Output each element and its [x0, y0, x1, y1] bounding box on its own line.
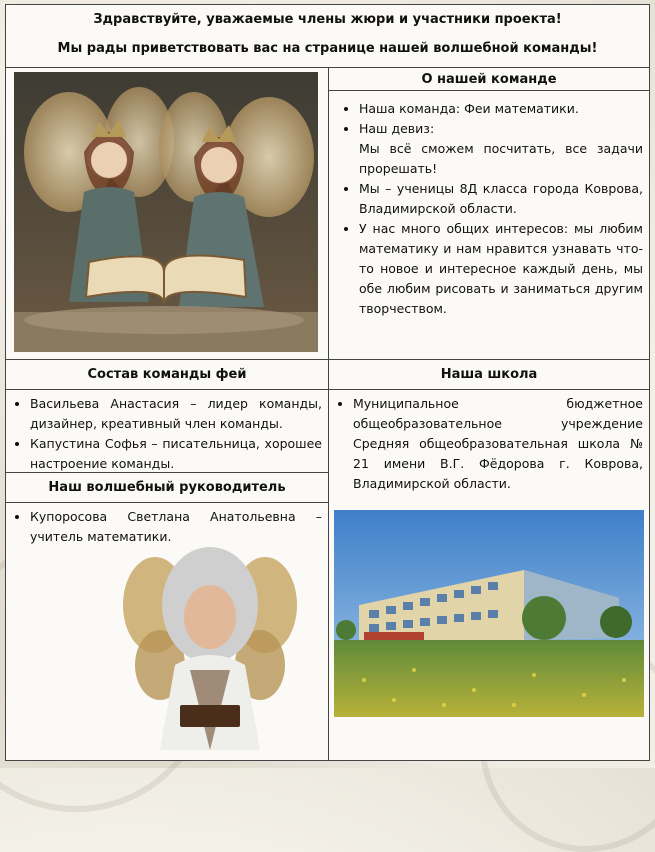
about-students: • Мы – ученицы 8Д класса города Коврова, Владимирской области. — [359, 179, 643, 219]
leader-title: Наш волшебный руководитель — [48, 480, 286, 495]
school-list — [329, 394, 643, 494]
about-team-title: О нашей команде — [421, 71, 557, 87]
teacher-fairy-image — [120, 545, 300, 750]
about-team-name: • Наша команда: Феи математики. — [359, 99, 643, 119]
leader-name: • Купоросова Светлана Анатольевна – учитель математики. — [30, 507, 322, 547]
about-team-panel — [328, 90, 650, 360]
school-heading — [328, 359, 650, 390]
about-team-list-more — [335, 179, 643, 319]
fairies-reading-book-image — [14, 72, 318, 352]
welcome-line-1: Здравствуйте, уважаемые члены жюри и участники проекта! — [93, 12, 562, 27]
school-title: Наша школа — [440, 367, 538, 382]
school-building-photo — [334, 510, 644, 717]
welcome-line-2: Мы рады приветствовать вас на странице нашей волшебной команды! — [57, 41, 598, 56]
members-list — [6, 394, 322, 474]
members-heading — [5, 359, 329, 390]
about-motto-label: • Наш девиз: — [359, 119, 643, 139]
members-panel — [5, 389, 329, 473]
leader-heading — [5, 472, 329, 503]
member-item: • Капустина Софья – писательница, хорошее настроение команды. — [30, 434, 322, 474]
about-team-heading — [328, 67, 650, 91]
about-motto-text: Мы всё сможем посчитать, все задачи прорешать! — [359, 141, 643, 176]
school-description: • Муниципальное бюджетное общеобразовательное учреждение Средняя общеобразовательная школа № 21 имени В.Г. Фёдорова г. Коврова, Владимирской области. — [353, 394, 643, 494]
about-team-list — [335, 99, 643, 139]
about-interests: • У нас много общих интересов: мы любим математику и нам нравится узнавать что-то новое и интересное каждый день, мы обе любим рисовать и заниматься другим творчеством. — [359, 219, 643, 319]
member-item: • Васильева Анастасия – лидер команды, дизайнер, креативный член команды. — [30, 394, 322, 434]
welcome-banner — [5, 4, 650, 68]
members-title: Состав команды фей — [87, 367, 247, 382]
leader-list — [6, 507, 322, 547]
